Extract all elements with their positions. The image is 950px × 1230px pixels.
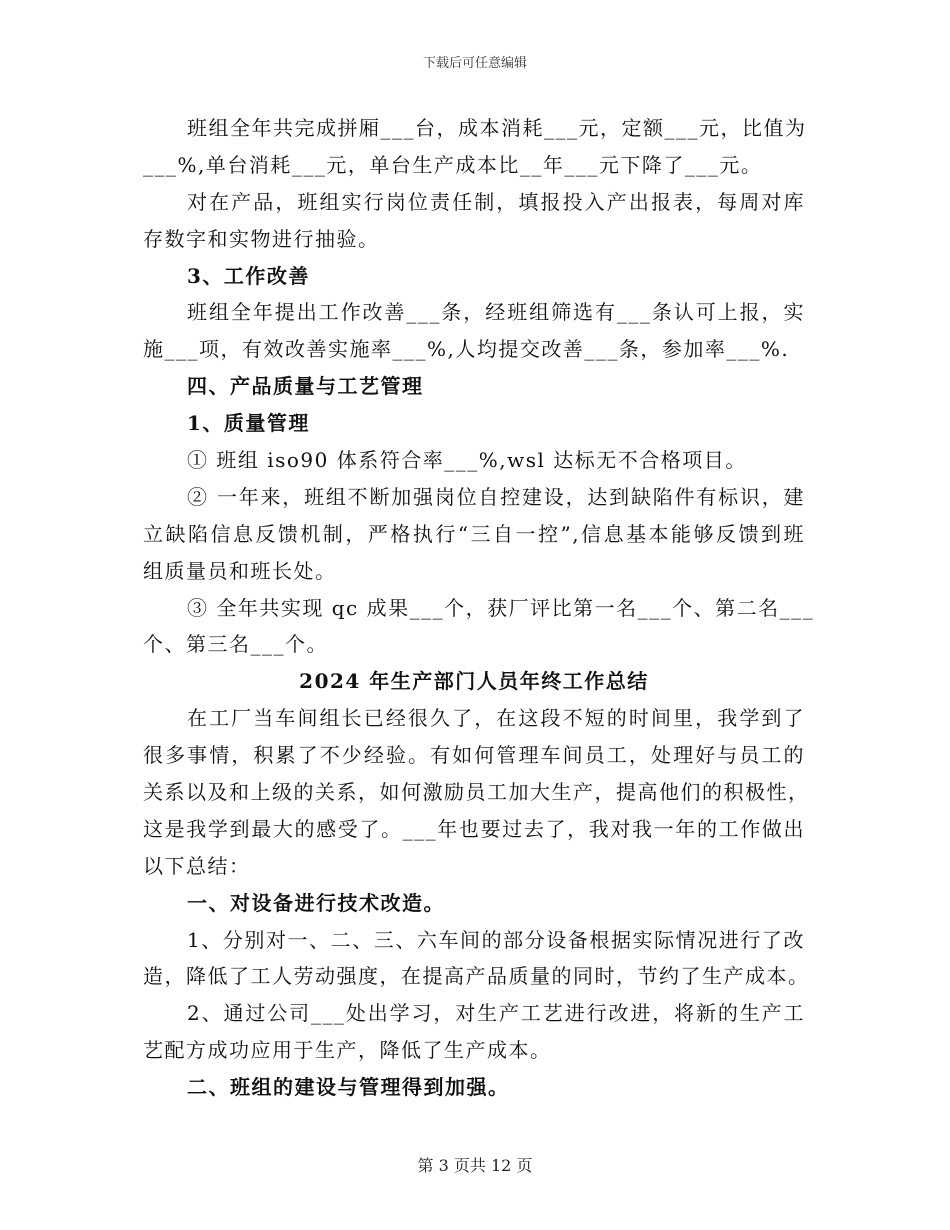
paragraph-line: 2、通过公司___处出学习，对生产工艺进行改进，将新的生产工 [187, 1001, 805, 1026]
paragraph-line: 造，降低了工人劳动强度，在提高产品质量的同时，节约了生产成本。 [143, 964, 810, 989]
paragraph-line: 这是我学到最大的感受了。___年也要过去了，我对我一年的工作做出 [143, 816, 805, 841]
paragraph-line: 个、第三名___个。 [143, 632, 328, 657]
paragraph-line: 班组全年提出工作改善___条，经班组筛选有___条认可上报，实 [187, 300, 805, 325]
paragraph-line: 在工厂当车间组长已经很久了，在这段不短的时间里，我学到了 [187, 706, 805, 731]
section-heading: 一、对设备进行技术改造。 [187, 890, 445, 915]
paragraph-line: 很多事情，积累了不少经验。有如何管理车间员工，处理好与员工的 [143, 743, 805, 768]
paragraph-line: ___%,单台消耗___元，单台生产成本比__年___元下降了___元。 [143, 152, 763, 177]
paragraph-line: 以下总结： [143, 853, 251, 878]
section-heading: 二、班组的建设与管理得到加强。 [187, 1075, 510, 1100]
section-heading: 1、质量管理 [187, 411, 310, 436]
paragraph-line: 班组全年共完成拼厢___台，成本消耗___元，定额___元，比值为 [187, 116, 807, 140]
paragraph-line: 立缺陷信息反馈机制，严格执行“三自一控”,信息基本能够反馈到班 [143, 521, 805, 546]
paragraph-line: 艺配方成功应用于生产，降低了生产成本。 [143, 1038, 552, 1063]
paragraph-line: ① 班组 iso90 体系符合率___%,wsl 达标无不合格项目。 [187, 448, 747, 473]
paragraph-line: 关系以及和上级的关系，如何激励员工加大生产，提高他们的积极性， [143, 780, 810, 805]
section-heading: 3、工作改善 [187, 263, 310, 288]
section-title: 2024 年生产部门人员年终工作总结 [299, 669, 649, 694]
paragraph-line: ② 一年来，班组不断加强岗位自控建设，达到缺陷件有标识，建 [187, 484, 805, 509]
paragraph-line: 存数字和实物进行抽验。 [143, 226, 380, 251]
section-heading: 四、产品质量与工艺管理 [187, 374, 424, 399]
paragraph-line: 1、分别对一、二、三、六车间的部分设备根据实际情况进行了改 [187, 927, 805, 952]
paragraph-line: 组质量员和班长处。 [143, 558, 337, 583]
document-body [143, 110, 815, 1106]
page-header: 下载后可任意编辑 [422, 56, 527, 71]
page-footer: 第 3 页共 12 页 [417, 1156, 533, 1175]
paragraph-line: 施___项，有效改善实施率___%,人均提交改善___条，参加率___%. [143, 337, 790, 362]
paragraph-line: ③ 全年共实现 qc 成果___个，获厂评比第一名___个、第二名___ [187, 595, 815, 620]
paragraph-line: 对在产品，班组实行岗位责任制，填报投入产出报表，每周对库 [187, 189, 805, 214]
